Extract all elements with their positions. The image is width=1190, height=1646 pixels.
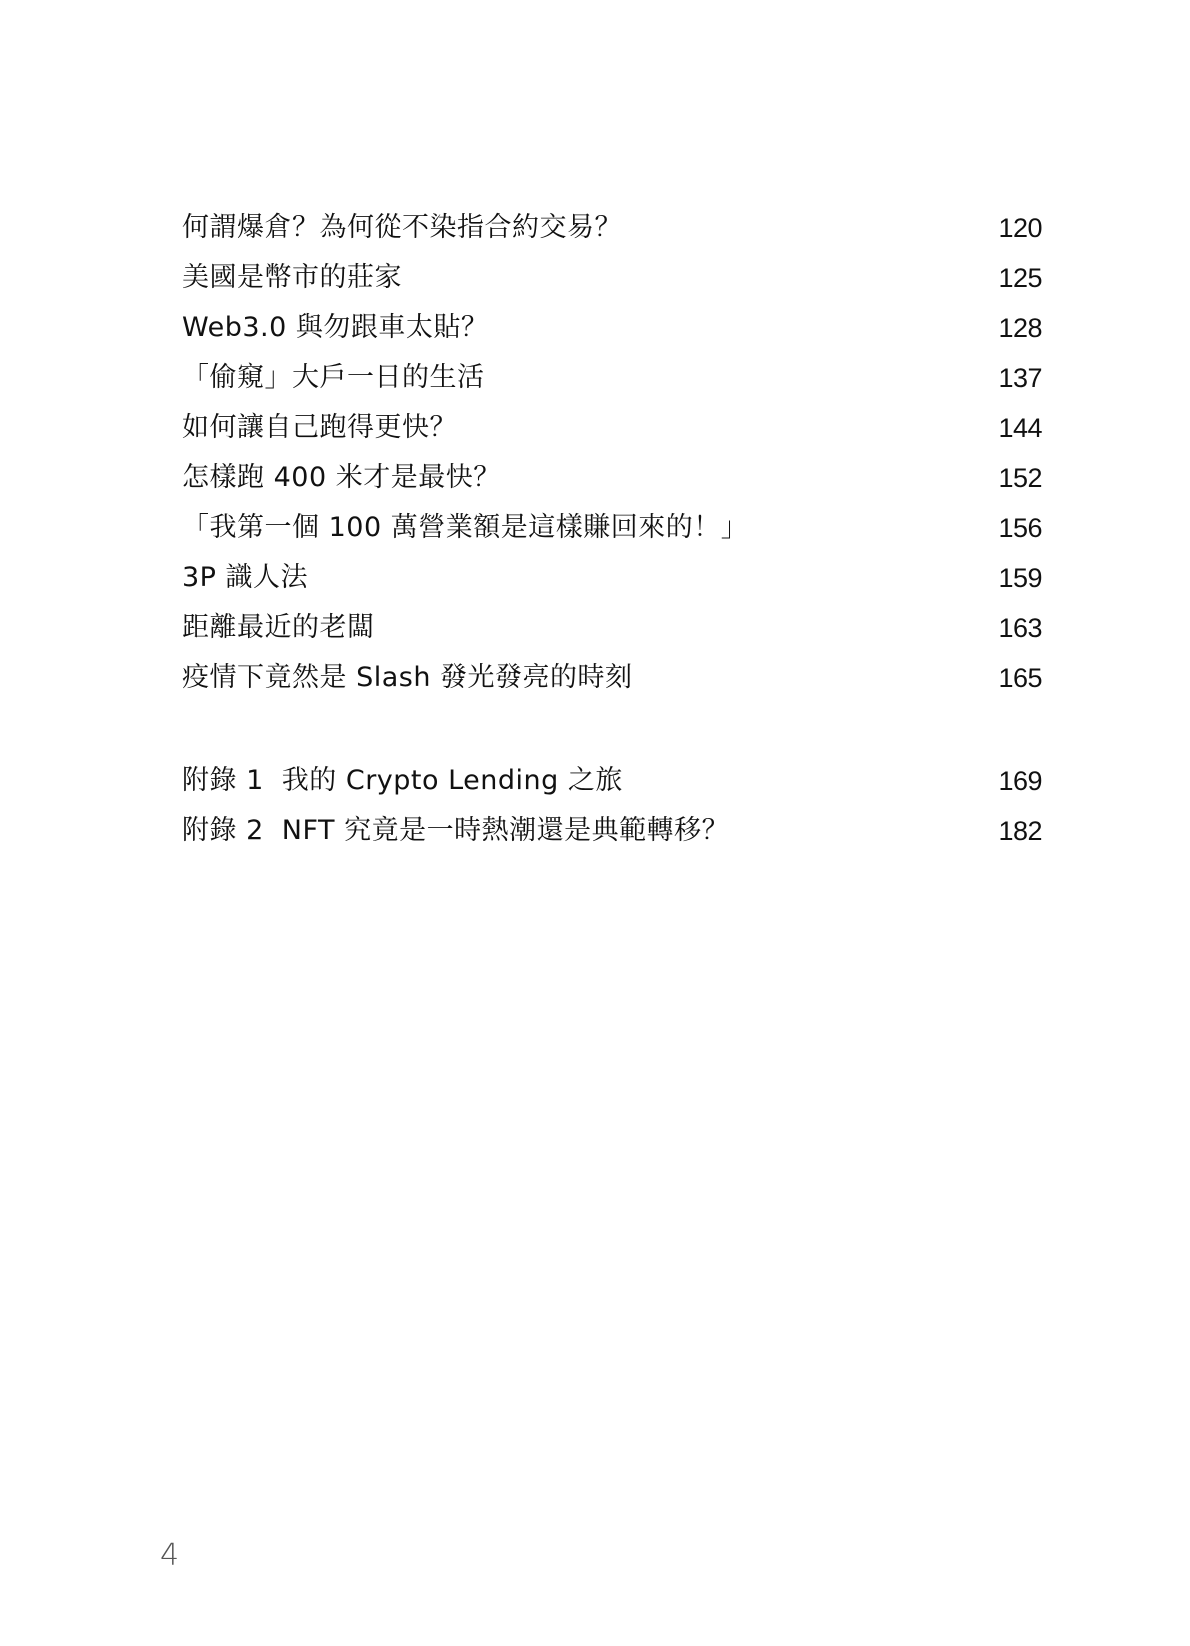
toc-entry-title: 美國是幣市的莊家 bbox=[182, 262, 402, 293]
toc-entry-page: 120 bbox=[998, 213, 1042, 243]
appendix-entry-title-group bbox=[182, 756, 623, 806]
appendix-entry-title-group bbox=[182, 806, 729, 856]
page-number: 4 bbox=[160, 1538, 180, 1573]
toc-entry-title: 距離最近的老闆 bbox=[182, 612, 375, 643]
toc-entry-page: 152 bbox=[998, 463, 1042, 493]
toc-entry-title: 疫情下竟然是 Slash 發光發亮的時刻 bbox=[182, 662, 633, 693]
toc-entry[interactable] bbox=[182, 403, 1042, 453]
toc-entry[interactable] bbox=[182, 603, 1042, 653]
toc-entry-page: 128 bbox=[998, 313, 1042, 343]
toc-entry[interactable] bbox=[182, 503, 1042, 553]
toc-entry-page: 156 bbox=[998, 513, 1042, 543]
table-of-contents bbox=[182, 203, 1042, 703]
appendix-page: 169 bbox=[998, 766, 1042, 796]
toc-entry-title: Web3.0 與勿跟車太貼？ bbox=[182, 312, 489, 343]
toc-entry-title: 3P 識人法 bbox=[182, 562, 309, 593]
toc-entry[interactable] bbox=[182, 353, 1042, 403]
appendix-title: NFT 究竟是一時熱潮還是典範轉移？ bbox=[281, 815, 730, 846]
appendix-label: 附錄 1 bbox=[182, 765, 264, 796]
toc-entry-page: 165 bbox=[998, 663, 1042, 693]
toc-entry-page: 125 bbox=[998, 263, 1042, 293]
appendix-page: 182 bbox=[998, 816, 1042, 846]
appendix-entry[interactable] bbox=[182, 806, 1042, 856]
toc-entry-page: 159 bbox=[998, 563, 1042, 593]
toc-entry-title: 怎樣跑 400 米才是最快？ bbox=[182, 462, 501, 493]
toc-entry[interactable] bbox=[182, 453, 1042, 503]
toc-entry[interactable] bbox=[182, 553, 1042, 603]
toc-entry[interactable] bbox=[182, 203, 1042, 253]
appendix-entry[interactable] bbox=[182, 756, 1042, 806]
toc-entry-title: 何謂爆倉？為何從不染指合約交易？ bbox=[182, 212, 622, 243]
toc-entry-page: 163 bbox=[998, 613, 1042, 643]
toc-entry-title: 「偷窺」大戶一日的生活 bbox=[182, 362, 485, 393]
toc-entry-page: 137 bbox=[998, 363, 1042, 393]
appendix-title: 我的 Crypto Lending 之旅 bbox=[281, 765, 623, 796]
toc-entry[interactable] bbox=[182, 253, 1042, 303]
toc-entry[interactable] bbox=[182, 303, 1042, 353]
appendix-list bbox=[182, 756, 1042, 856]
toc-entry-page: 144 bbox=[998, 413, 1042, 443]
appendix-label: 附錄 2 bbox=[182, 815, 264, 846]
toc-entry[interactable] bbox=[182, 653, 1042, 703]
toc-entry-title: 如何讓自己跑得更快？ bbox=[182, 412, 457, 443]
toc-entry-title: 「我第一個 100 萬營業額是這樣賺回來的！」 bbox=[182, 512, 749, 543]
